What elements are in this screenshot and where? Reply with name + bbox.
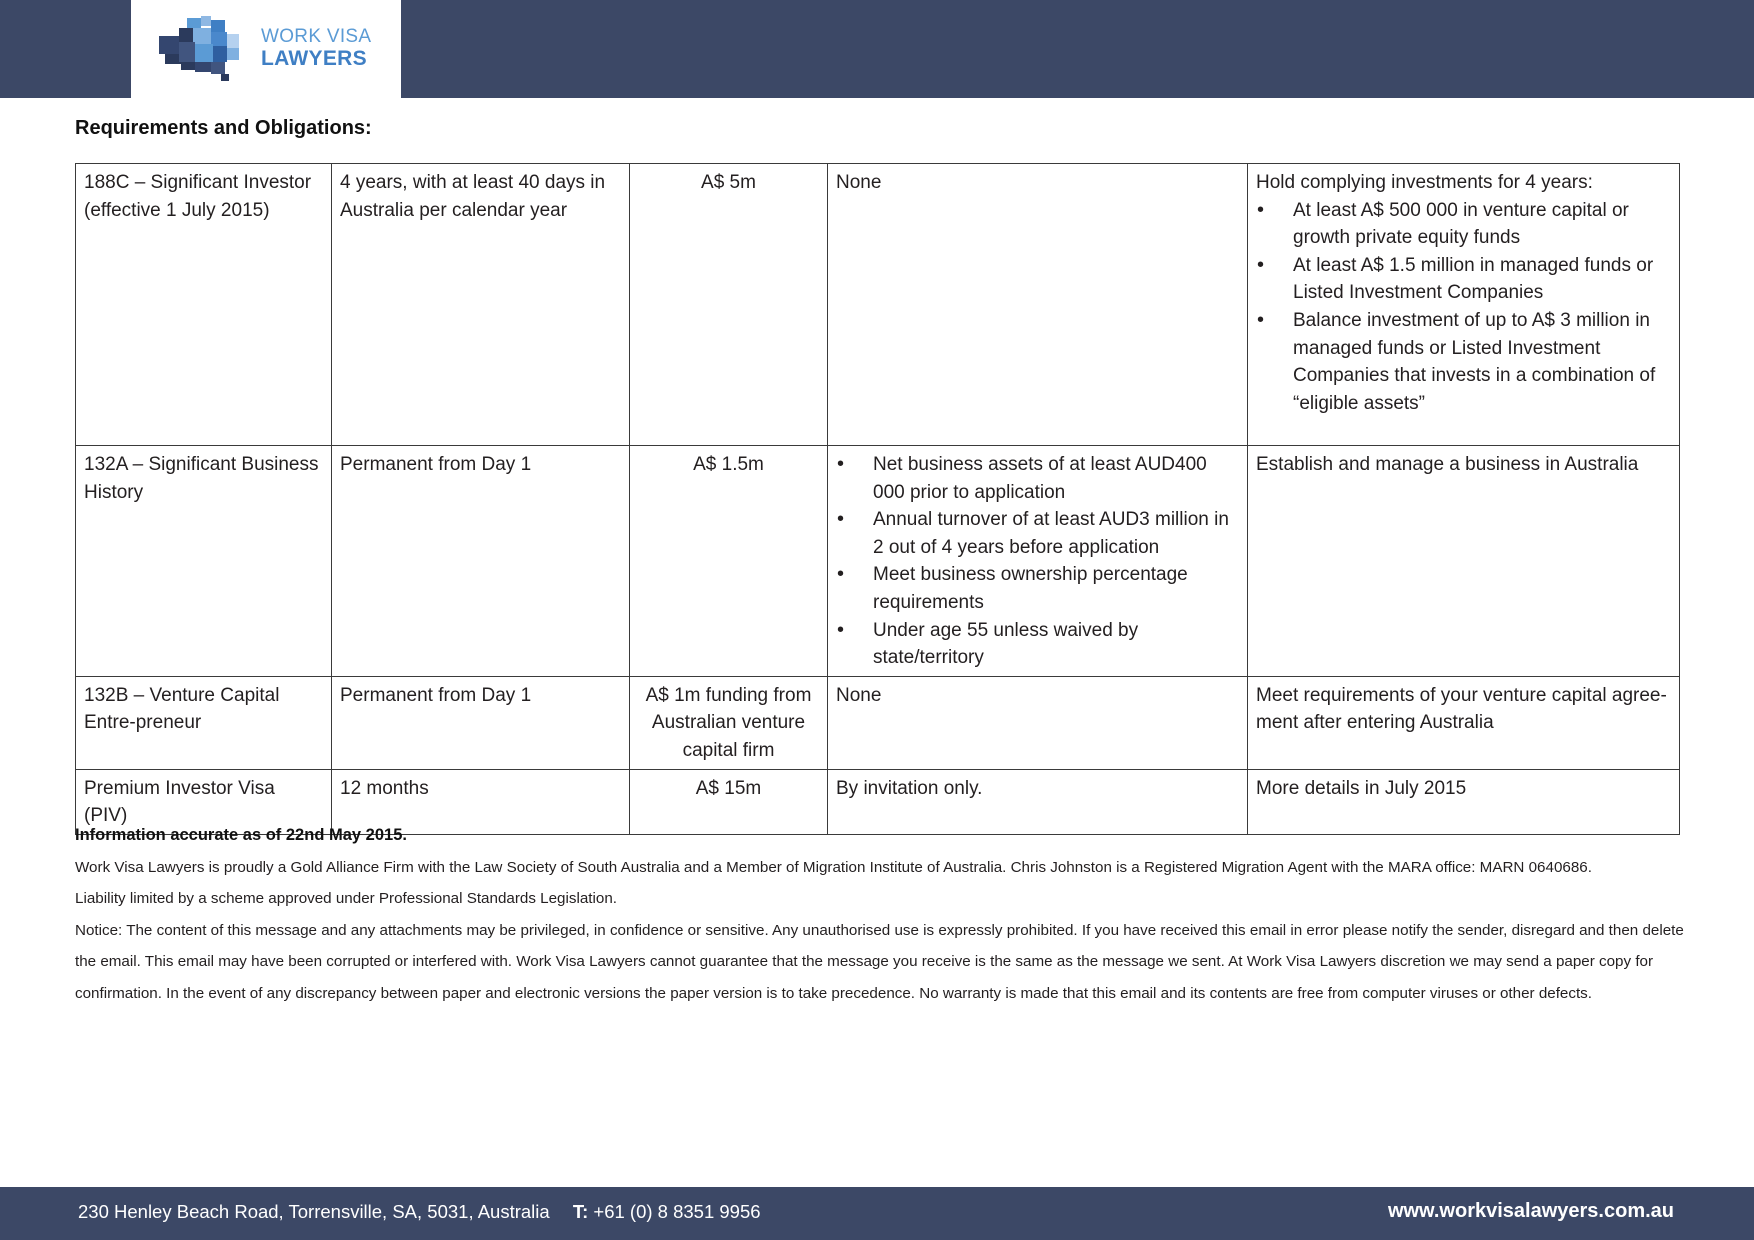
list-item: • Under age 55 unless waived by state/territory [873, 617, 1239, 672]
obligations-cell: Meet requirements of your venture capital agree-ment after entering Australia [1248, 676, 1680, 769]
visa-name-cell: 132A – Significant Business History [76, 446, 332, 677]
website-link[interactable]: www.workvisalawyers.com.au [1387, 1200, 1674, 1222]
footer-bar [0, 1187, 1754, 1240]
table-row [76, 446, 1680, 677]
duration-cell: Permanent from Day 1 [332, 446, 630, 677]
investment-cell: A$ 1m funding from Australian venture capital firm [630, 676, 828, 769]
list-item: • At least A$ 1.5 million in managed funds or Listed Investment Companies [1293, 252, 1671, 307]
address-text: 230 Henley Beach Road, Torrensville, SA, 5031, Australia [78, 1201, 550, 1222]
brand-name-line2: LAWYERS [261, 47, 367, 70]
investment-cell: A$ 15m [630, 769, 828, 834]
duration-cell: 12 months [332, 769, 630, 834]
obligations-cell [1248, 164, 1680, 446]
duration-cell: Permanent from Day 1 [332, 676, 630, 769]
criteria-cell: By invitation only. [828, 769, 1248, 834]
visa-name-cell: 132B – Venture Capital Entre-preneur [76, 676, 332, 769]
phone-label: T: [572, 1201, 589, 1222]
obligations-cell: Establish and manage a business in Australia [1248, 446, 1680, 677]
list-item: • Annual turnover of at least AUD3 million in 2 out of 4 years before application [873, 506, 1239, 561]
alliance-note: Work Visa Lawyers is proudly a Gold Alliance Firm with the Law Society of South Australia and a Member of Migration Institute of Australia. Chris Johnston is a Registered Migration Agent with the MARA office: MARN 0640686. [75, 858, 1592, 876]
footer-notes [75, 820, 1685, 1009]
visa-name-cell: 188C – Significant Investor (effective 1 July 2015) [76, 164, 332, 446]
liability-note: Liability limited by a scheme approved under Professional Standards Legislation. [75, 890, 617, 907]
list-item: • Balance investment of up to A$ 3 million in managed funds or Listed Investment Companies that invests in a combination of “eligible assets” [1293, 307, 1671, 417]
table-row [76, 164, 1680, 446]
criteria-cell: None [828, 676, 1248, 769]
list-item: • Net business assets of at least AUD400 000 prior to application [873, 451, 1239, 506]
brand-logo[interactable] [131, 0, 401, 98]
criteria-list [836, 451, 1239, 672]
contact-info [78, 1201, 761, 1223]
brand-name-line1: WORK VISA [261, 26, 372, 47]
section-title: Requirements and Obligations: [75, 117, 372, 139]
notice-text: Notice: The content of this message and any attachments may be privileged, in confidence or sensitive. Any unauthorised use is expressly prohibited. If you have received this email in error please notify the sender, disregard and then delete the email. This email may have been corrupted or interfered with. Work Visa Lawyers cannot guarantee that the message you receive is the same as the message we sent. At Work Visa Lawyers discretion we may send a paper copy for confirmation. In the event of any discrepancy between paper and electronic versions the paper version is to take precedence. No warranty is made that this email and its contents are free from computer viruses or other defects. [75, 921, 1684, 1002]
accuracy-note: Information accurate as of 22nd May 2015. [75, 826, 407, 844]
criteria-cell [828, 446, 1248, 677]
duration-cell: 4 years, with at least 40 days in Australia per calendar year [332, 164, 630, 446]
requirements-table [75, 163, 1680, 835]
criteria-cell: None [828, 164, 1248, 446]
list-item: • Meet business ownership percentage requirements [873, 561, 1239, 616]
obligations-cell: More details in July 2015 [1248, 769, 1680, 834]
header-bar [0, 0, 1754, 98]
visa-name-cell: Premium Investor Visa (PIV) [76, 769, 332, 834]
investment-cell: A$ 1.5m [630, 446, 828, 677]
obligations-list [1256, 197, 1671, 418]
phone-number[interactable]: +61 (0) 8 8351 9956 [593, 1201, 761, 1222]
obligations-intro: Hold complying investments for 4 years: [1256, 172, 1593, 193]
list-item: • At least A$ 500 000 in venture capital or growth private equity funds [1293, 197, 1671, 252]
table-row [76, 676, 1680, 769]
australia-map-logo-icon [157, 16, 245, 82]
investment-cell: A$ 5m [630, 164, 828, 446]
